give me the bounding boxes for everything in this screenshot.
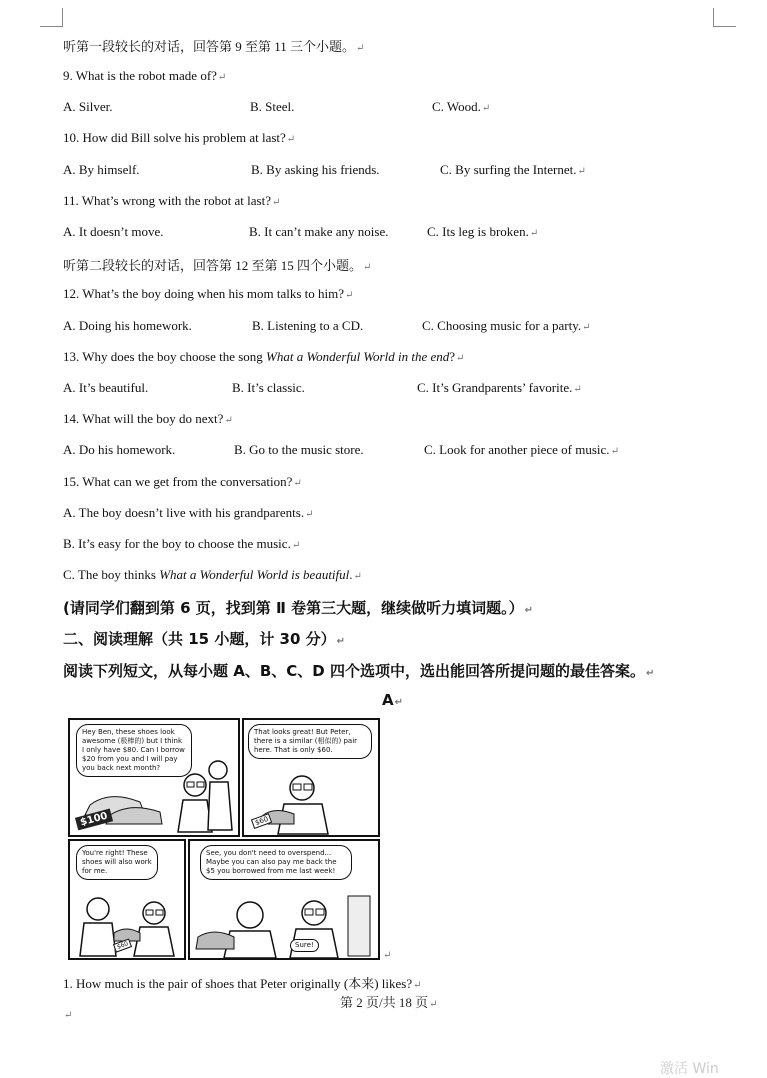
page-footer: 第 2 页/共 18 页↵	[340, 995, 438, 1010]
comic-panel-4	[188, 839, 380, 960]
section-heading: 二、阅读理解（共 15 小题，计 30 分）↵	[63, 630, 346, 648]
comic-price-tag-2: $60	[251, 813, 273, 829]
q12-option-c: C. Choosing music for a party.↵	[422, 318, 591, 333]
question-14: 14. What will the boy do next?↵	[63, 411, 233, 426]
comic-panel-4-art	[190, 841, 378, 958]
comic-para-mark: ↵	[383, 950, 392, 961]
q11-option-c: C. Its leg is broken.↵	[427, 224, 539, 239]
comic-panel-1	[68, 718, 240, 837]
q11-option-b: B. It can’t make any noise.	[249, 224, 389, 239]
question-9: 9. What is the robot made of?↵	[63, 68, 227, 83]
q15-option-c: C. The boy thinks What a Wonderful World is beautiful.↵	[63, 567, 362, 582]
q15-option-a: A. The boy doesn’t live with his grandparents.↵	[63, 505, 314, 520]
comic-bubble-4: See, you don't need to overspend... Maybe you can also pay me back the $5 you borrowed from me last week!	[200, 845, 352, 880]
question-10: 10. How did Bill solve his problem at last?↵	[63, 130, 296, 145]
q9-option-c: C. Wood.↵	[432, 99, 491, 114]
question-12: 12. What’s the boy doing when his mom talks to him?↵	[63, 286, 354, 301]
passage-label: A↵	[382, 691, 403, 709]
comic-bubble-5: Sure!	[290, 939, 319, 952]
crop-mark-left	[40, 8, 63, 27]
question-11: 11. What’s wrong with the robot at last?↵	[63, 193, 281, 208]
q9-option-a: A. Silver.	[63, 99, 113, 114]
os-activation-watermark: 激活 Win	[660, 1061, 719, 1077]
comic-price-tag-1: $100	[75, 809, 113, 831]
q14-option-b: B. Go to the music store.	[234, 442, 364, 457]
comic-panel-3	[68, 839, 186, 960]
section1-intro: 听第一段较长的对话，回答第 9 至第 11 三个小题。↵	[63, 39, 365, 54]
q9-option-b: B. Steel.	[250, 99, 295, 114]
q13-option-a: A. It’s beautiful.	[63, 380, 149, 395]
turn-page-instruction: (请同学们翻到第 6 页，找到第 Ⅱ 卷第三大题，继续做听力填词题。）↵	[63, 599, 533, 617]
q12-option-b: B. Listening to a CD.	[252, 318, 364, 333]
comic-price-tag-3: $60	[113, 938, 132, 952]
comic-bubble-2: That looks great! But Peter, there is a similar (相似的) pair here. That is only $60.	[248, 724, 372, 759]
q10-option-c: C. By surfing the Internet.↵	[440, 162, 586, 177]
q12-option-a: A. Doing his homework.	[63, 318, 192, 333]
trailing-para-mark: ↵	[64, 1010, 73, 1021]
q13-option-c: C. It’s Grandparents’ favorite.↵	[417, 380, 582, 395]
section2-intro: 听第二段较长的对话，回答第 12 至第 15 四个小题。↵	[63, 258, 372, 273]
q15-option-b: B. It’s easy for the boy to choose the music.↵	[63, 536, 301, 551]
q14-option-a: A. Do his homework.	[63, 442, 176, 457]
q13-option-b: B. It’s classic.	[232, 380, 305, 395]
comic-strip	[68, 718, 380, 958]
reading-instruction: 阅读下列短文，从每小题 A、B、C、D 四个选项中，选出能回答所提问题的最佳答案。↵	[63, 662, 655, 680]
comic-panel-2	[242, 718, 380, 837]
q14-option-c: C. Look for another piece of music.↵	[424, 442, 619, 457]
question-15: 15. What can we get from the conversation?↵	[63, 474, 302, 489]
comic-bubble-3: You're right! These shoes will also work for me.	[76, 845, 158, 880]
q10-option-b: B. By asking his friends.	[251, 162, 380, 177]
question-13: 13. Why does the boy choose the song What a Wonderful World in the end?↵	[63, 349, 465, 364]
comic-bubble-1: Hey Ben, these shoes look awesome (极棒的) but I think I only have $80. Can I borrow $20 from you and I will pay you back next month?	[76, 724, 192, 777]
q11-option-a: A. It doesn’t move.	[63, 224, 164, 239]
crop-mark-right	[713, 8, 736, 27]
q10-option-a: A. By himself.	[63, 162, 140, 177]
reading-question-1: 1. How much is the pair of shoes that Peter originally (本来) likes?↵	[63, 976, 422, 991]
